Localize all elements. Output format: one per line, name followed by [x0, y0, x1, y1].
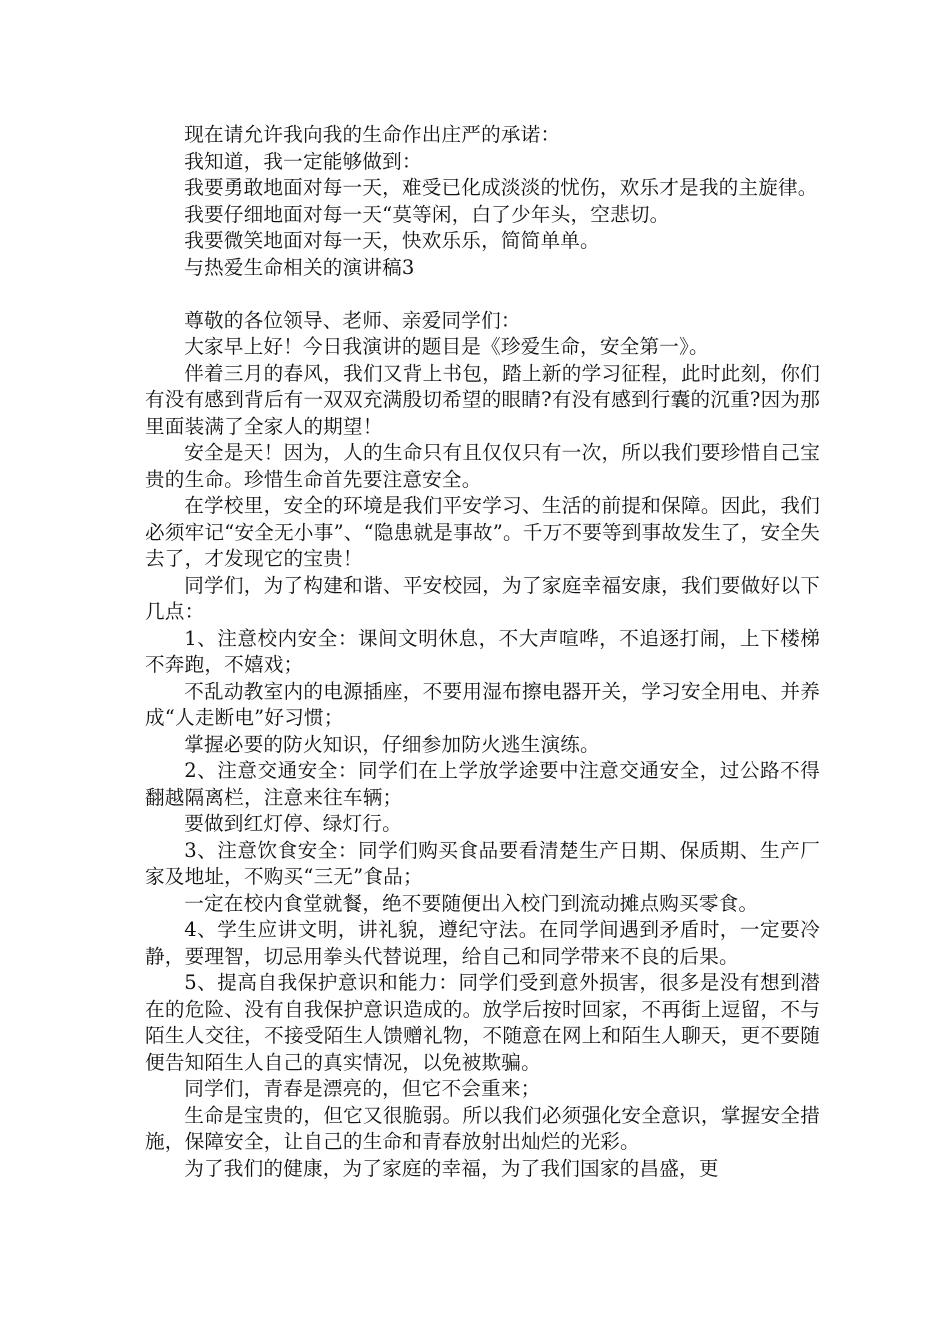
paragraph-1: 现在请允许我向我的生命作出庄严的承诺： — [184, 123, 561, 146]
salutation: 尊敬的各位领导、老师、亲爱同学们： — [184, 308, 521, 332]
paragraph-4: 我要仔细地面对每一天“莫等闲，白了少年头，空悲切。 — [184, 202, 670, 226]
paragraph-school: 在学校里，安全的环境是我们平安学习、生活的前提和保障。因此，我们必须牢记“安全无小事”、“隐患就是事故”。千万不要等到事故发生了，安全失去了，才发现它的宝贵！ — [145, 494, 820, 570]
point-2-lights: 要做到红灯停、绿灯行。 — [184, 812, 402, 835]
point-1-fire: 掌握必要的防火知识，仔细参加防火逃生演练。 — [184, 732, 600, 756]
point-4: 4、学生应讲文明，讲礼貌，遵纪守法。在同学间遇到矛盾时，一定要冷静，要理智，切忌用拳头代替说理，给自己和同学带来不良的后果。 — [145, 918, 820, 968]
paragraph-greeting: 大家早上好！今日我演讲的题目是《珍爱生命，安全第一》。 — [184, 335, 709, 358]
paragraph-closing: 为了我们的健康，为了家庭的幸福，为了我们国家的昌盛，更 — [184, 1156, 719, 1180]
point-2: 2、注意交通安全：同学们在上学放学途要中注意交通安全，过公路不得翻越隔离栏，注意来往车辆； — [145, 759, 820, 809]
point-3-canteen: 一定在校内食堂就餐，绝不要随便出入校门到流动摊点购买零食。 — [184, 891, 759, 915]
paragraph-2: 我知道，我一定能够做到： — [184, 149, 422, 173]
paragraph-points-intro: 同学们，为了构建和谐、平安校园，为了家庭幸福安康，我们要做好以下几点： — [145, 573, 820, 623]
paragraph-safety-first: 安全是天！因为，人的生命只有且仅仅只有一次，所以我们要珍惜自己宝贵的生命。珍惜生命首先要注意安全。 — [145, 441, 820, 491]
point-1-electric: 不乱动教室内的电源插座，不要用湿布擦电器开关，学习安全用电、并养成“人走断电”好习惯； — [145, 679, 820, 729]
paragraph-youth: 同学们，青春是漂亮的，但它不会重来； — [184, 1077, 541, 1100]
document-body — [145, 122, 820, 1182]
paragraph-life: 生命是宝贵的，但它又很脆弱。所以我们必须强化安全意识，掌握安全措施，保障安全，让自己的生命和青春放射出灿烂的光彩。 — [145, 1103, 820, 1153]
point-1: 1、注意校内安全：课间文明休息，不大声喧哗，不追逐打闹，上下楼梯不奔跑，不嬉戏； — [145, 626, 820, 676]
paragraph-5: 我要微笑地面对每一天，快欢乐乐，简简单单。 — [184, 229, 600, 252]
point-3: 3、注意饮食安全：同学们购买食品要看清楚生产日期、保质期、生产厂家及地址，不购买“三无”食品； — [145, 838, 820, 888]
paragraph-3: 我要勇敢地面对每一天，难受已化成淡淡的忧伤，欢乐才是我的主旋律。 — [184, 176, 818, 199]
section-heading: 与热爱生命相关的演讲稿3 — [184, 255, 415, 279]
paragraph-spring: 伴着三月的春风，我们又背上书包，踏上新的学习征程，此时此刻，你们有没有感到背后有一双双充满殷切希望的眼睛?有没有感到行囊的沉重?因为那里面装满了全家人的期望！ — [145, 361, 820, 438]
point-5: 5、提高自我保护意识和能力：同学们受到意外损害，很多是没有想到潜在的危险、没有自我保护意识造成的。放学后按时回家，不再街上逗留，不与陌生人交往，不接受陌生人馈赠礼物，不随意在网上和陌生人聊天，更不要随便告知陌生人自己的真实情况，以免被欺骗。 — [145, 971, 820, 1074]
